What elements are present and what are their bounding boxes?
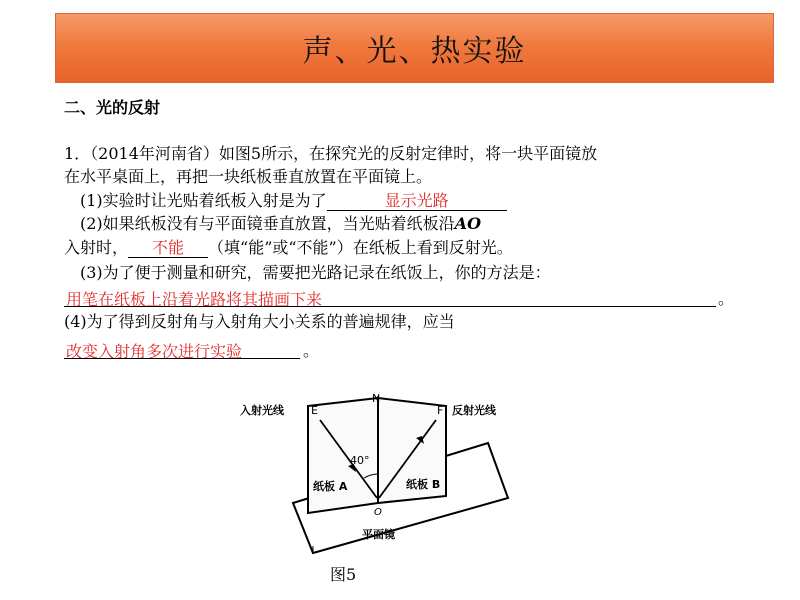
- figure-caption: 图5: [330, 565, 357, 584]
- q3-underline: [64, 306, 716, 307]
- q4-underline: [64, 358, 300, 359]
- q4-line-1: (4)为了得到反射角与入射角大小关系的普遍规律，应当: [64, 312, 455, 331]
- section-heading: 二、光的反射: [64, 98, 161, 117]
- board-a-label: 纸板 A: [313, 480, 348, 493]
- q4-end: 。: [303, 341, 320, 360]
- q3-answer: 用笔在纸板上沿着光路将其描画下来: [66, 290, 323, 309]
- question-line-1: 1．（2014年河南省）如图5所示，在探究光的反射定律时，将一块平面镜放: [64, 144, 598, 163]
- q2-suffix: （填“能”或“不能”）在纸板上看到反射光。: [208, 238, 513, 257]
- q3-line-1: (3)为了便于测量和研究，需要把光路记录在纸饭上，你的方法是：: [80, 263, 551, 282]
- label-e: E: [311, 404, 318, 417]
- incident-label: 入射光线: [240, 404, 284, 417]
- q1-answer: 显示光路: [327, 192, 507, 211]
- reflection-diagram: [238, 388, 518, 556]
- q2-answer: 不能: [128, 239, 208, 258]
- q4-answer: 改变入射角多次进行实验: [66, 342, 243, 361]
- page-title: 声、光、热实验: [302, 34, 527, 69]
- q3-end: 。: [718, 289, 735, 308]
- label-n: N: [372, 392, 381, 405]
- q2-text: (2)如果纸板没有与平面镜垂直放置，当光贴着纸板沿: [80, 214, 455, 233]
- board-b-label: 纸板 B: [406, 478, 441, 491]
- mirror-label: 平面镜: [362, 528, 395, 541]
- q2-prefix: 入射时，: [64, 238, 129, 257]
- question-line-2: 在水平桌面上，再把一块纸板垂直放置在平面镜上。: [64, 167, 433, 186]
- q2-line-2: [64, 237, 513, 259]
- q1-prefix: (1)实验时让光贴着纸板入射是为了: [80, 191, 327, 210]
- angle-label: 40°: [350, 454, 370, 467]
- reflected-label: 反射光线: [452, 404, 496, 417]
- q1-line: [80, 190, 507, 212]
- q2-ao: AO: [454, 214, 482, 233]
- title-banner: [55, 13, 774, 83]
- label-f: F: [437, 404, 444, 417]
- label-o: O: [374, 507, 382, 518]
- q2-line-1: [80, 213, 481, 235]
